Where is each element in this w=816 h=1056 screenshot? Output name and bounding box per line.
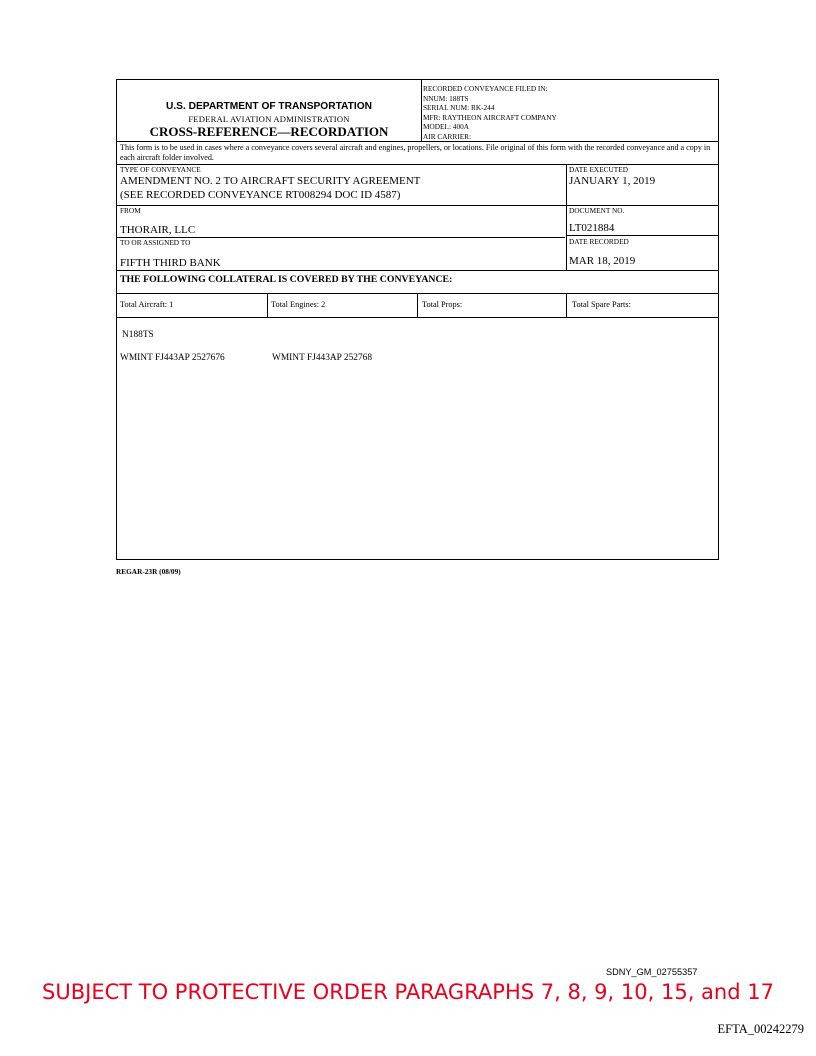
header-divider [421,80,422,141]
totals-divider [267,293,268,317]
engine-item: WMINT FJ443AP 2527676 [120,353,225,363]
divider [566,235,718,236]
date-executed-label: DATE EXECUTED [569,165,628,174]
form-title: CROSS-REFERENCE—RECORDATION [149,124,389,139]
totals-divider [566,293,567,317]
date-executed-value: JANUARY 1, 2019 [569,175,656,187]
engine-item: WMINT FJ443AP 252768 [272,353,373,363]
form-header [117,80,421,141]
total-props: Total Props: [422,300,463,309]
protective-order-notice: SUBJECT TO PROTECTIVE ORDER PARAGRAPHS 7, 8, 9, 10, 15, and 17 [42,980,774,1004]
instructions: This form is to be used in cases where a conveyance covers several aircraft and engines, propellers, or locations. File original of this form with the recorded conveyance and a copy in each aircraft folder involved. [120,143,711,162]
filed-in-air-carrier: AIR CARRIER: [423,131,472,141]
divider [117,205,718,206]
type-of-conveyance-label: TYPE OF CONVEYANCE [120,165,201,174]
aircraft-item: N188TS [122,330,154,340]
filed-in-mfr: MFR: RAYTHEON AIRCRAFT COMPANY [423,112,557,122]
divider [117,141,718,142]
assigned-to-label: TO OR ASSIGNED TO [120,238,191,247]
from-value: THORAIR, LLC [120,224,196,236]
date-recorded-label: DATE RECORDED [569,237,629,246]
date-column-divider [566,164,567,270]
document-no-label: DOCUMENT NO. [569,206,625,215]
filed-in-heading: RECORDED CONVEYANCE FILED IN: [423,84,548,93]
department-name: U.S. DEPARTMENT OF TRANSPORTATION [165,101,372,112]
total-aircraft: Total Aircraft: 1 [120,300,174,309]
divider [117,270,718,271]
total-spare-parts: Total Spare Parts: [572,300,631,309]
collateral-heading: THE FOLLOWING COLLATERAL IS COVERED BY THE CONVEYANCE: [120,274,453,285]
type-of-conveyance-line2: (SEE RECORDED CONVEYANCE RT008294 DOC ID 4587) [120,189,401,201]
date-recorded-value: MAR 18, 2019 [569,255,636,267]
from-label: FROM [120,206,141,215]
form-number: REGAR-23R (08/09) [116,567,181,576]
assigned-to-value: FIFTH THIRD BANK [120,257,221,269]
efta-number: EFTA_00242279 [717,1022,804,1036]
totals-divider [417,293,418,317]
cross-reference-form [116,79,719,560]
divider [117,317,718,318]
filed-in-nnum: NNUM: 188TS [423,93,469,103]
total-engines: Total Engines: 2 [271,300,326,309]
filed-in-serial: SERIAL NUM: RK-244 [423,103,495,113]
filed-in-block [423,84,557,142]
bates-number: SDNY_GM_02755357 [606,967,698,977]
filed-in-model: MODEL: 400A [423,122,470,132]
document-no-value: LT021884 [569,222,615,234]
agency-name: FEDERAL AVIATION ADMINISTRATION [188,114,350,124]
type-of-conveyance-line1: AMENDMENT NO. 2 TO AIRCRAFT SECURITY AGREEMENT [120,175,421,187]
